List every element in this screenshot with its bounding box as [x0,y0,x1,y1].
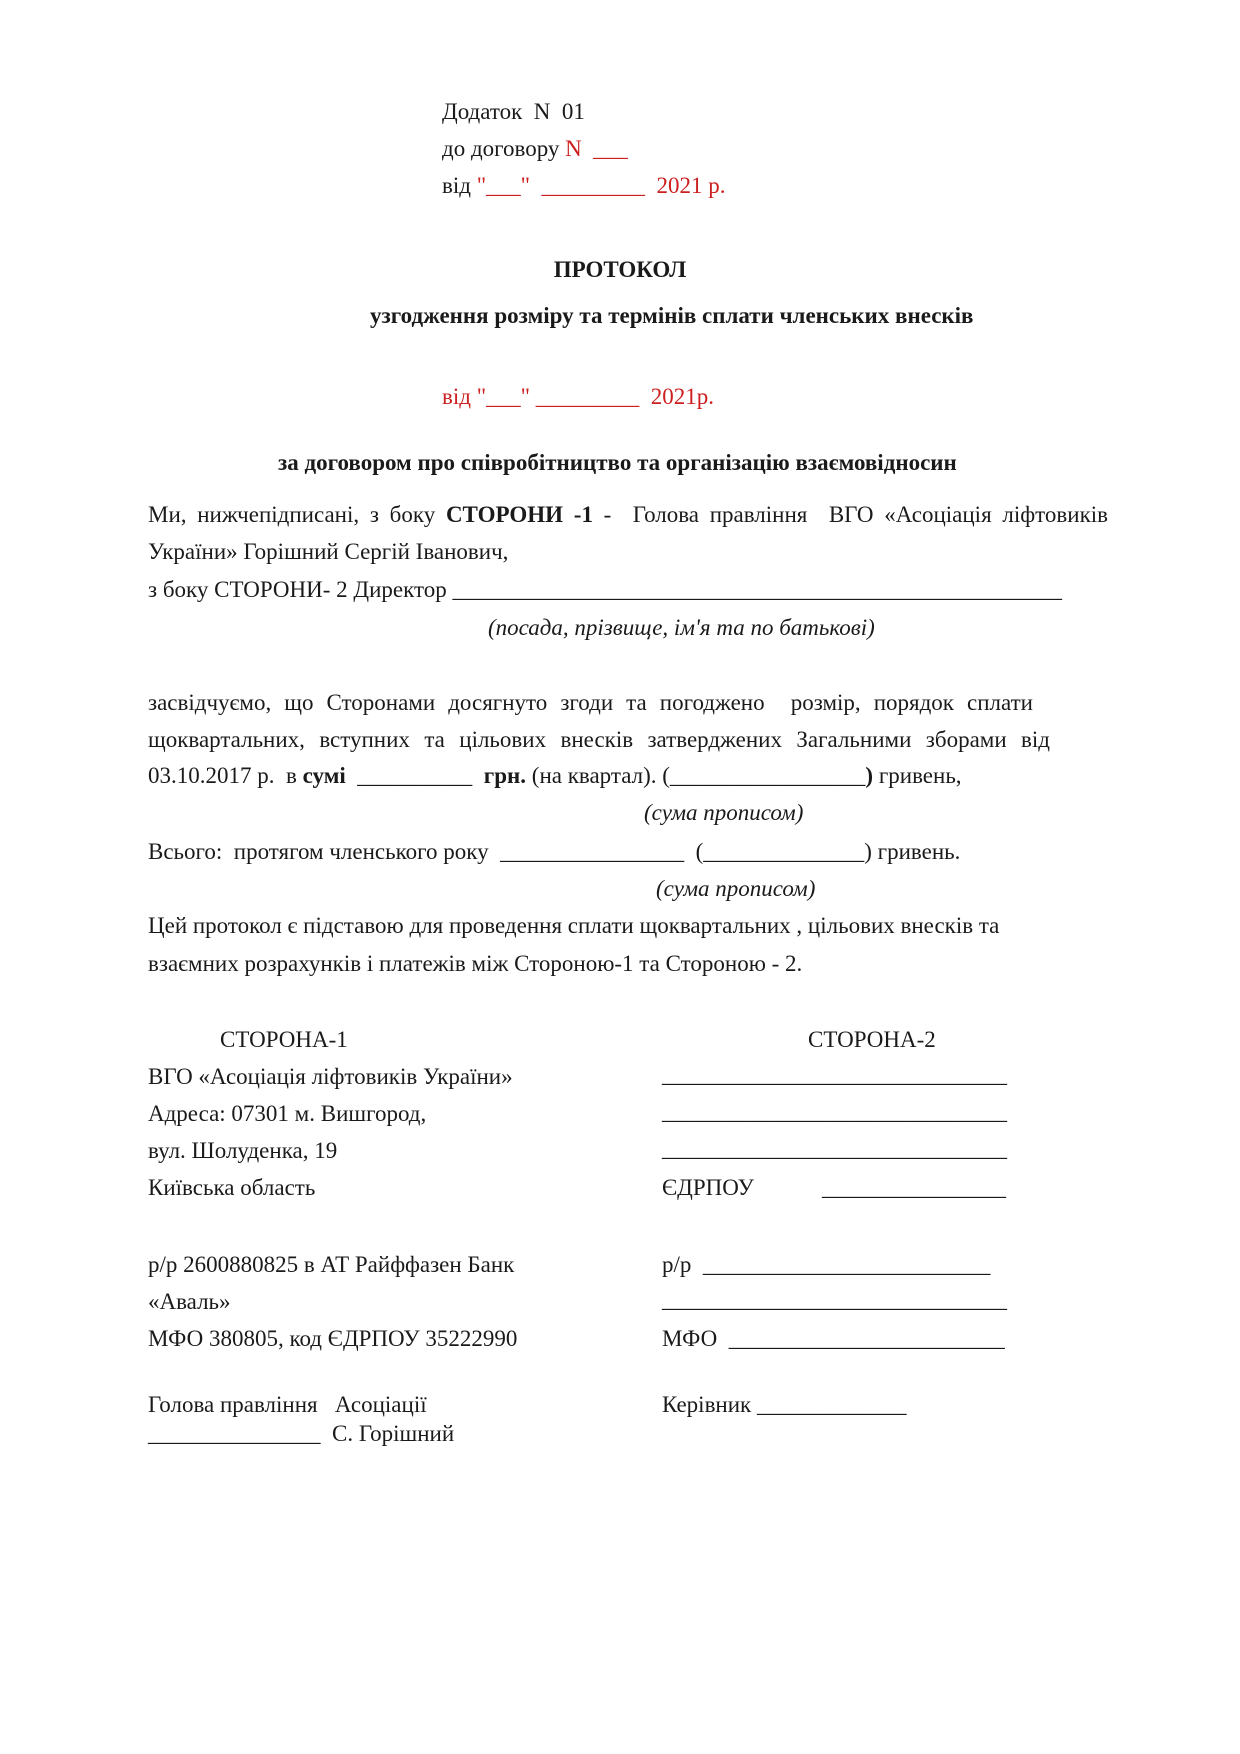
annex-date-value: "___" _________ 2021 р. [476,173,726,198]
body-line3-currency: грн. [483,763,527,788]
body-line3 [148,764,962,787]
body-line3-date: 03.10.2017 р. в [148,763,303,788]
protocol-date: від "___" _________ 2021р. [442,384,714,409]
body-line3-sum-label: сумі [302,763,346,788]
side2-blank-line1: ______________________________ [662,1062,1007,1087]
side1-region: Київська область [148,1175,316,1200]
page-subtitle: узгодження розміру та термінів сплати членських внесків [370,303,974,328]
body-line4: Всього: протягом членського року ________________ (______________) гривень. [148,839,961,864]
contract-line: за договором про співробітництво та організацію взаємовідносин [278,450,957,475]
side1-bank-line2: «Аваль» [148,1289,231,1314]
side2-edrpou-blank: ________________ [822,1175,1006,1200]
party2-line: з боку СТОРОНИ- 2 Директор _____________________________________________________ [148,577,1062,602]
annex-contract-ref [442,137,628,160]
side2-blank-line3: ______________________________ [662,1136,1007,1161]
side1-signature-line: _______________ С. Горішний [148,1421,455,1446]
annex-number: Додаток N 01 [442,99,585,124]
party1-line1 [148,503,1108,526]
side2-account: р/р _________________________ [662,1252,991,1277]
annex-date-prefix: від [442,173,477,198]
body-line3-tail: гривень, [873,763,962,788]
party1-prefix: Ми, нижчепідписані, з боку [148,502,446,527]
side2-account-line2: ______________________________ [662,1287,1007,1312]
body-line2: щоквартальних, вступних та цільових внесків затверджених Загальними зборами від [148,727,1050,752]
sum-words-hint-2: (сума прописом) [656,876,816,901]
party1-line2: України» Горішний Сергій Іванович, [148,539,509,564]
sum-words-hint-1: (сума прописом) [644,800,804,825]
side1-mfo: МФО 380805, код ЄДРПОУ 35222990 [148,1326,518,1351]
side1-bank-line1: р/р 2600880825 в АТ Райффазен Банк [148,1252,515,1277]
side2-blank-line2: ______________________________ [662,1099,1007,1124]
annex-contract-prefix: до договору [442,136,566,161]
body-line3-sum-blank: __________ [345,763,484,788]
annex-date [442,174,725,197]
annex-contract-number: N ___ [565,136,628,161]
body-line5: Цей протокол є підставою для проведення сплати щоквартальних , цільових внесків та [148,913,1000,938]
side1-address-line2: вул. Шолуденка, 19 [148,1138,338,1163]
side1-address-line1: Адреса: 07301 м. Вишгород, [148,1101,427,1126]
body-line3-quarter: (на квартал). (_________________ [526,763,866,788]
party2-hint: (посада, прізвище, ім'я та по батькові) [488,615,875,640]
side2-head-signature: Керівник _____________ [662,1392,907,1417]
side1-signer-title: Голова правління Асоціації [148,1392,427,1417]
side1-header: СТОРОНА-1 [220,1027,348,1052]
side2-edrpou-label: ЄДРПОУ [662,1175,754,1200]
body-line3-paren: ) [865,763,874,788]
side1-org: ВГО «Асоціація ліфтовиків України» [148,1064,513,1089]
body-line6: взаємних розрахунків і платежів між Стороною-1 та Стороною - 2. [148,951,803,976]
party1-label: СТОРОНИ -1 [445,502,593,527]
side2-header: СТОРОНА-2 [808,1027,936,1052]
page-title: ПРОТОКОЛ [553,257,687,282]
side2-mfo: МФО ________________________ [662,1326,1005,1351]
party1-suffix: - Голова правління ВГО «Асоціація ліфтовиків [592,502,1108,527]
body-line1: засвідчуємо, що Сторонами досягнуто згоди та погоджено розмір, порядок сплати [148,690,1033,715]
